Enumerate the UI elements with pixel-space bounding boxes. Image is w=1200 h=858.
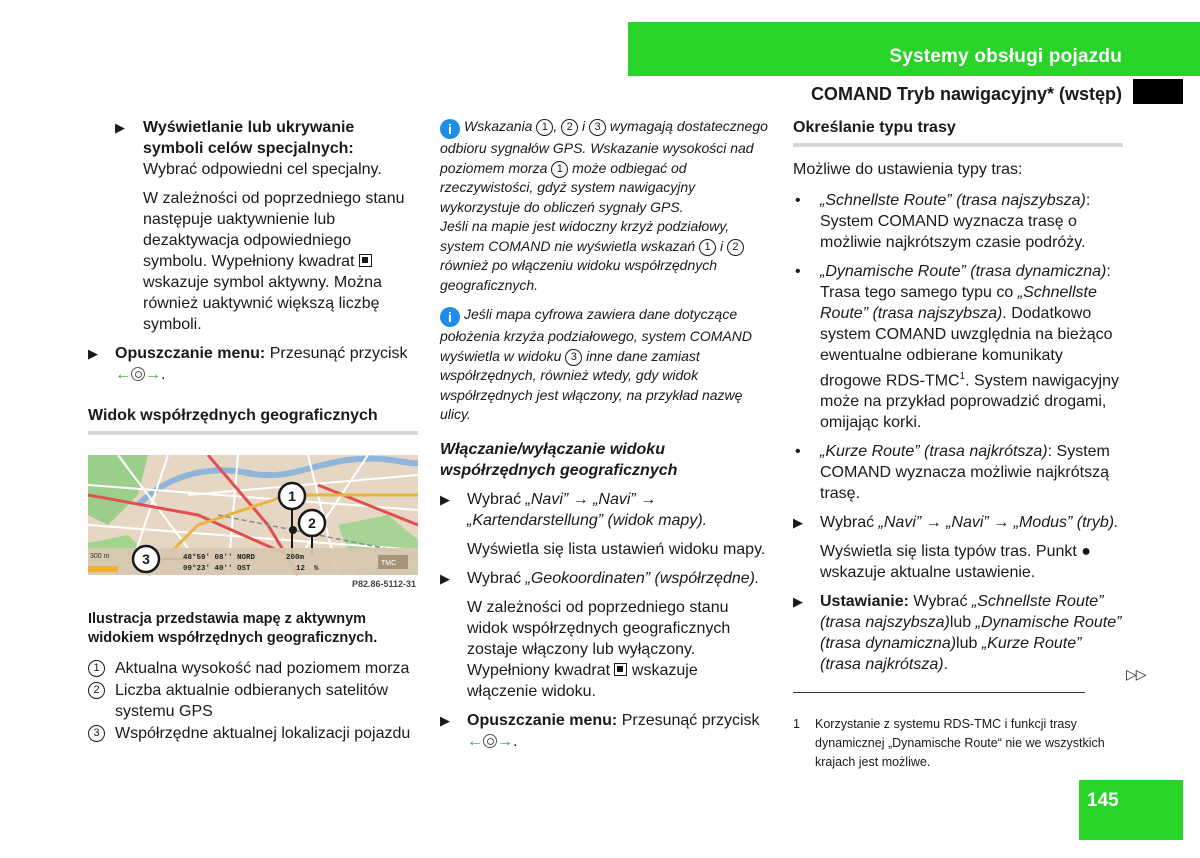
- arrow-icon: ▶: [793, 594, 803, 610]
- item-text: Wybrać odpowiedni cel specjalny.: [143, 161, 382, 178]
- number-circle: 2: [88, 682, 105, 699]
- controller-knob-icon: [483, 734, 497, 748]
- legend-item: 1 Aktualna wysokość nad poziomem morza: [88, 658, 418, 679]
- figure-code: P82.86-5112-31: [351, 579, 416, 589]
- subheading: Włączanie/wyłączanie widoku współrzędnych geograficznych: [440, 440, 678, 479]
- info-icon: i: [440, 119, 460, 139]
- footnote-number: 1: [793, 717, 800, 731]
- bullet-icon: •: [795, 192, 801, 209]
- result-text: Wyświetla się lista typów tras. Punkt ● wskazuje aktualne ustawienie.: [820, 543, 1091, 582]
- column-middle: [440, 117, 770, 760]
- map-image: [88, 455, 418, 592]
- section-heading: Widok współrzędnych geograficznych: [88, 405, 418, 435]
- controller-knob-icon: [131, 367, 145, 381]
- item-title: Wyświetlanie lub ukrywanie symboli celów specjalnych:: [143, 119, 355, 157]
- result-text: Wyświetla się lista ustawień widoku mapy.: [467, 540, 766, 558]
- info-note: i Wskazania 1 , 2 i 3 wymagają dostatecznego odbioru sygnałów GPS. Wskazanie wysokości nad poziomem morza 1 może odbiegać od rzeczywistości, gdyż system nawigacyjny wykorzystuje do obliczeń sygnały GPS. Jeśli na mapie jest widoczny krzyż podziałowy, system COMAND nie wyświetla wskazań 1 i 2 również po włączeniu widoku współrzędnych geograficznych.: [440, 118, 768, 293]
- legend-item: 2 Liczba aktualnie odbieranych satelitów systemu GPS: [88, 680, 418, 722]
- legend-list: [88, 658, 418, 744]
- callout-1: 1: [288, 488, 296, 504]
- section-heading: Określanie typu trasy: [793, 117, 1123, 147]
- bullet-item: • „Schnellste Route” (trasa najszybsza): System COMAND wyznacza trasę o możliwie najkrótszym czasie podróży.: [795, 192, 1091, 251]
- right-arrow-icon: →: [497, 732, 513, 750]
- column-right: [793, 117, 1123, 683]
- footnote-divider: [793, 692, 1085, 693]
- list-item: ▶ Wybrać „Geokoordinaten” (współrzędne).: [440, 569, 760, 587]
- map-lon: 09°23' 40'' OST: [183, 565, 251, 573]
- left-arrow-icon: ←: [467, 732, 483, 750]
- chapter-title: Systemy obsługi pojazdu: [889, 46, 1122, 67]
- callout-2: 2: [308, 515, 316, 531]
- info-icon: i: [440, 307, 460, 327]
- list-item: [88, 117, 418, 180]
- bullet-item: • „Kurze Route” (trasa najkrótsza): System COMAND wyznacza możliwie najkrótszą trasę.: [795, 443, 1110, 503]
- list-item: ▶ Wybrać „Navi” → „Navi” → „Modus” (tryb).: [793, 514, 1119, 532]
- legend-item: 3 Współrzędne aktualnej lokalizacji pojazdu: [88, 723, 418, 744]
- map-illustration: [88, 455, 418, 592]
- arrow-icon: ▶: [440, 570, 450, 586]
- arrow-icon: ▶: [440, 712, 450, 728]
- arrow-icon: ▶: [88, 346, 98, 361]
- scale-label: 300 m: [90, 553, 110, 560]
- page-number: 145: [1079, 780, 1183, 840]
- map-alt: 200m: [286, 554, 305, 562]
- info-note: i Jeśli mapa cyfrowa zawiera dane dotyczące położenia krzyża podziałowego, system COMAND wyświetla w widoku 3 inne dane zamiast współrzędnych, również wtedy, gdy widok współrzędnych jest włączony, na przykład nazwę ulicy.: [440, 306, 753, 422]
- bullet-icon: •: [795, 443, 801, 461]
- list-item: ▶ Opuszczanie menu: Przesunąć przycisk ← →.: [440, 711, 760, 750]
- result-text: W zależności od poprzedniego stanu widok współrzędnych geograficznych zostaje włączony lub wyłączony. Wypełniony kwadrat wskazuje włączenie widoku.: [467, 598, 731, 700]
- footnote: 1 Korzystanie z systemu RDS-TMC i funkcji trasy dynamicznej „Dynamische Route“ nie we wszystkich krajach jest możliwe.: [793, 717, 1105, 769]
- left-arrow-icon: ←: [115, 366, 131, 383]
- callout-3: 3: [142, 551, 150, 567]
- filled-square-icon: [359, 254, 372, 267]
- list-item: ▶ Ustawianie: Wybrać „Schnellste Route” (trasa najszybsza)lub „Dynamische Route” (trasa dynamiczna)lub „Kurze Route” (trasa najkrótsza).: [793, 593, 1122, 674]
- paragraph: W zależności od poprzedniego stanu następuje uaktywnienie lub dezaktywacja odpowiedniego symbolu. Wypełniony kwadrat wskazuje symbol aktywny. Można również uaktywnić większą liczbę symboli.: [143, 190, 405, 333]
- right-arrow-icon: →: [145, 366, 161, 383]
- map-lat: 48°59' 08'' NORD: [183, 554, 256, 562]
- arrow-icon: ▶: [440, 491, 450, 507]
- filled-square-icon: [614, 663, 627, 676]
- arrow-icon: ▶: [115, 120, 125, 135]
- header-marker: [1133, 79, 1183, 104]
- list-item: ▶ Wybrać „Navi” → „Navi” → „Kartendarstellung” (widok mapy).: [440, 490, 708, 529]
- map-sats-unit: %: [314, 565, 319, 573]
- number-circle: 3: [88, 725, 105, 742]
- footnote-ref: 1: [959, 371, 966, 382]
- figure-caption: Ilustracja przedstawia mapę z aktywnym widokiem współrzędnych geograficznych.: [88, 611, 378, 646]
- continue-icon: ▷▷: [1126, 666, 1146, 682]
- bullet-icon: •: [795, 263, 801, 280]
- section-title: COMAND Tryb nawigacyjny* (wstęp): [810, 84, 1122, 104]
- column-left: [88, 117, 418, 745]
- paragraph: Możliwe do ustawienia typy tras:: [793, 161, 1023, 178]
- list-item: ▶ Opuszczanie menu: Przesunąć przycisk ← →.: [88, 345, 408, 383]
- bullet-item: • „Dynamische Route” (trasa dynamiczna): Trasa tego samego typu co „Schnellste Route” (trasa najszybsza). Dodatkowo system COMAND uwzględnia na bieżąco ewentualne odbierane komunikaty drogowe RDS-TMC$^1$. System nawigacyjny może na przykład poprowadzić drogami, omijając korki.: [795, 263, 1119, 432]
- arrow-icon: ▶: [793, 515, 803, 531]
- number-circle: 1: [88, 660, 105, 677]
- map-sats: 12: [296, 565, 306, 573]
- tmc-label: TMC: [381, 560, 397, 567]
